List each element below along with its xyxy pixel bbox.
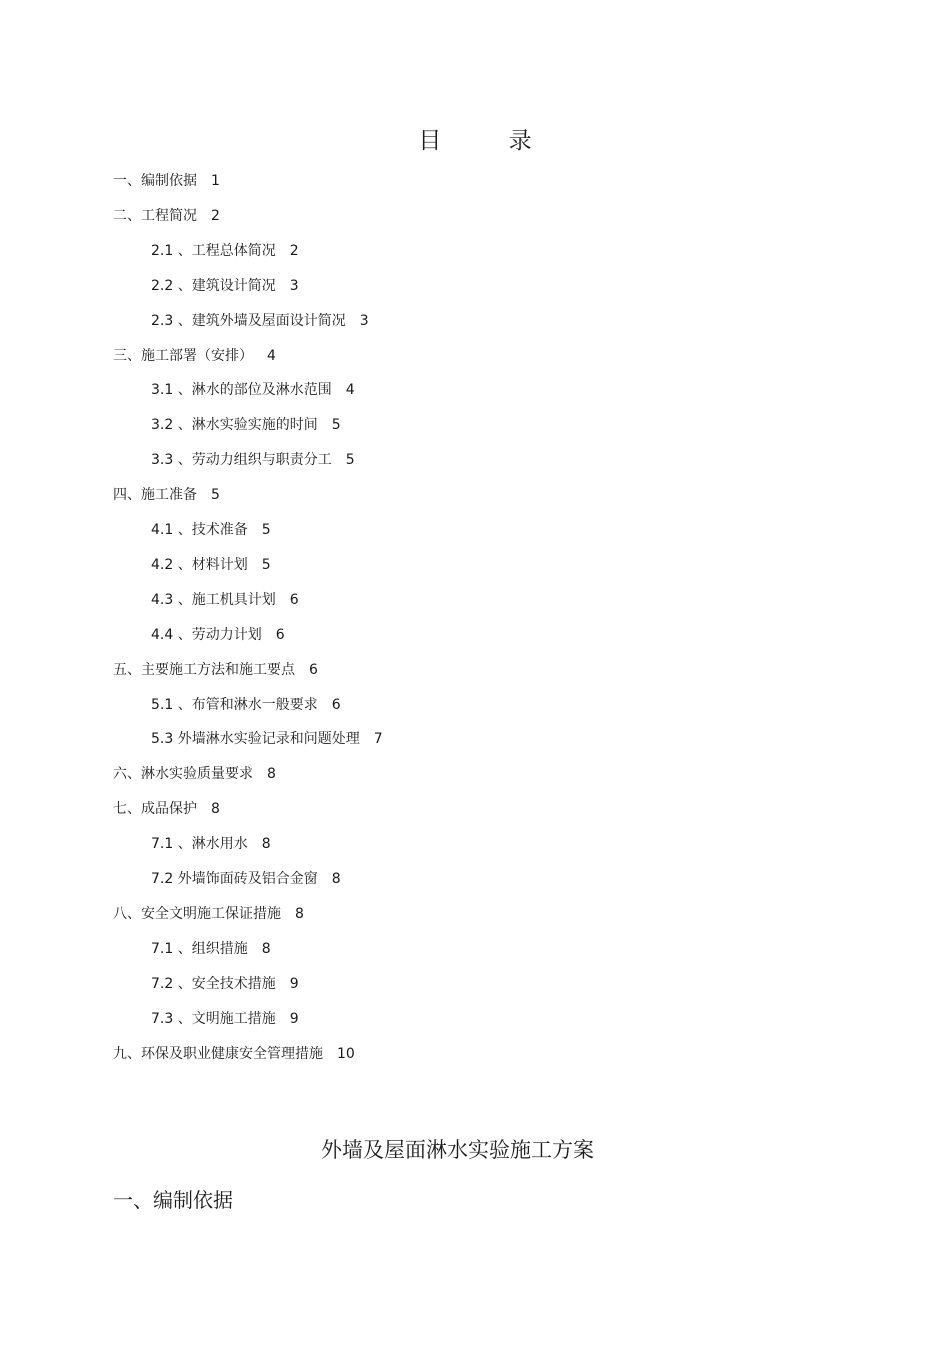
- toc-page-number: 2: [211, 207, 220, 224]
- toc-entry-text: 八、安全文明施工保证措施: [113, 905, 281, 922]
- toc-entry[interactable]: [113, 172, 220, 190]
- toc-page-number: 5: [331, 417, 341, 434]
- toc-entry-text: 二、工程简况: [113, 207, 197, 224]
- toc-entry[interactable]: [113, 1045, 355, 1063]
- toc-entry-text: 7.3 、文明施工措施: [151, 1010, 276, 1027]
- toc-page-number: 8: [295, 905, 304, 922]
- toc-page-number: 10: [337, 1045, 355, 1062]
- toc-page-number: 3: [289, 277, 299, 294]
- toc-entry-text: 4.3 、施工机具计划: [151, 591, 276, 608]
- toc-subentry[interactable]: [151, 416, 341, 434]
- toc-page-number: 2: [289, 242, 299, 259]
- toc-entry-text: 三、施工部署（安排）: [113, 347, 253, 364]
- toc-entry[interactable]: [113, 486, 220, 504]
- toc-entry-text: 5.1 、布管和淋水一般要求: [151, 696, 318, 713]
- toc-entry-text: 四、施工准备: [113, 487, 197, 504]
- toc-entry-text: 4.4 、劳动力计划: [151, 626, 262, 643]
- toc-page-number: 8: [267, 766, 276, 783]
- toc-page-number: 6: [289, 591, 299, 608]
- document-title: 外墙及屋面淋水实验施工方案: [321, 1138, 594, 1162]
- toc-page-number: 1: [211, 173, 220, 189]
- toc-entry[interactable]: [113, 905, 304, 923]
- toc-page-number: 9: [289, 1010, 299, 1027]
- toc-page-number: 7: [373, 731, 383, 748]
- toc-entry-text: 九、环保及职业健康安全管理措施: [113, 1045, 323, 1062]
- toc-entry-text: 7.1 、组织措施: [151, 940, 248, 957]
- toc-entry-text: 3.1 、淋水的部位及淋水范围: [151, 382, 332, 399]
- toc-entry-text: 7.1 、淋水用水: [151, 836, 248, 853]
- toc-entry-text: 3.3 、劳动力组织与职责分工: [151, 452, 332, 469]
- toc-entry-text: 2.1 、工程总体简况: [151, 242, 276, 259]
- toc-entry[interactable]: [113, 765, 276, 783]
- toc-entry-text: 4.1 、技术准备: [151, 522, 248, 538]
- toc-subentry[interactable]: [151, 870, 341, 888]
- toc-page-number: 5: [261, 556, 271, 573]
- toc-page-number: 8: [211, 801, 220, 818]
- toc-entry-text: 六、淋水实验质量要求: [113, 766, 253, 783]
- toc-page-number: 8: [331, 871, 341, 887]
- toc-page-number: 9: [289, 975, 299, 992]
- toc-subentry[interactable]: [151, 521, 271, 539]
- toc-subentry[interactable]: [151, 451, 355, 469]
- toc-entry[interactable]: [113, 347, 276, 365]
- toc-subentry[interactable]: [151, 975, 299, 993]
- toc-entry-text: 2.2 、建筑设计简况: [151, 277, 276, 294]
- toc-subentry[interactable]: [151, 626, 285, 644]
- toc-entry-text: 7.2 外墙饰面砖及铝合金窗: [151, 871, 318, 887]
- toc-entry-text: 五、主要施工方法和施工要点: [113, 661, 295, 678]
- toc-subentry[interactable]: [151, 835, 271, 853]
- toc-page-number: 4: [267, 347, 276, 364]
- toc-page-number: 8: [261, 940, 271, 957]
- toc-entry[interactable]: [113, 661, 318, 679]
- toc-entry[interactable]: [113, 207, 220, 225]
- toc-subentry[interactable]: [151, 381, 355, 399]
- toc-subentry[interactable]: [151, 556, 271, 574]
- toc-subentry[interactable]: [151, 312, 369, 330]
- toc-page-number: 4: [345, 382, 355, 399]
- toc-entry[interactable]: [113, 800, 220, 818]
- toc-entry-text: 5.3 外墙淋水实验记录和问题处理: [151, 731, 360, 748]
- toc-entry-text: 4.2 、材料计划: [151, 556, 248, 573]
- toc-entry-text: 3.2 、淋水实验实施的时间: [151, 417, 318, 434]
- toc-subentry[interactable]: [151, 696, 341, 714]
- toc-subentry[interactable]: [151, 242, 299, 260]
- toc-entry-text: 2.3 、建筑外墙及屋面设计简况: [151, 312, 346, 329]
- toc-page-number: 6: [331, 696, 341, 713]
- toc-page-number: 5: [345, 452, 355, 469]
- toc-subentry[interactable]: [151, 1010, 299, 1028]
- toc-entry-text: 七、成品保护: [113, 801, 197, 818]
- toc-subentry[interactable]: [151, 940, 271, 958]
- toc-subentry[interactable]: [151, 277, 299, 295]
- toc-entry-text: 7.2 、安全技术措施: [151, 975, 276, 992]
- toc-page-number: 8: [261, 836, 271, 853]
- toc-page-number: 6: [309, 661, 318, 678]
- toc-entry-text: 一、编制依据: [113, 173, 197, 189]
- toc-subentry[interactable]: [151, 730, 383, 748]
- toc-page-number: 6: [275, 626, 285, 643]
- toc-page-number: 3: [359, 312, 369, 329]
- toc-page-number: 5: [261, 522, 271, 538]
- toc-subentry[interactable]: [151, 591, 299, 609]
- toc-page-number: 5: [211, 487, 220, 504]
- section-heading: 一、编制依据: [113, 1188, 233, 1212]
- toc-title: 目 录: [418, 128, 562, 154]
